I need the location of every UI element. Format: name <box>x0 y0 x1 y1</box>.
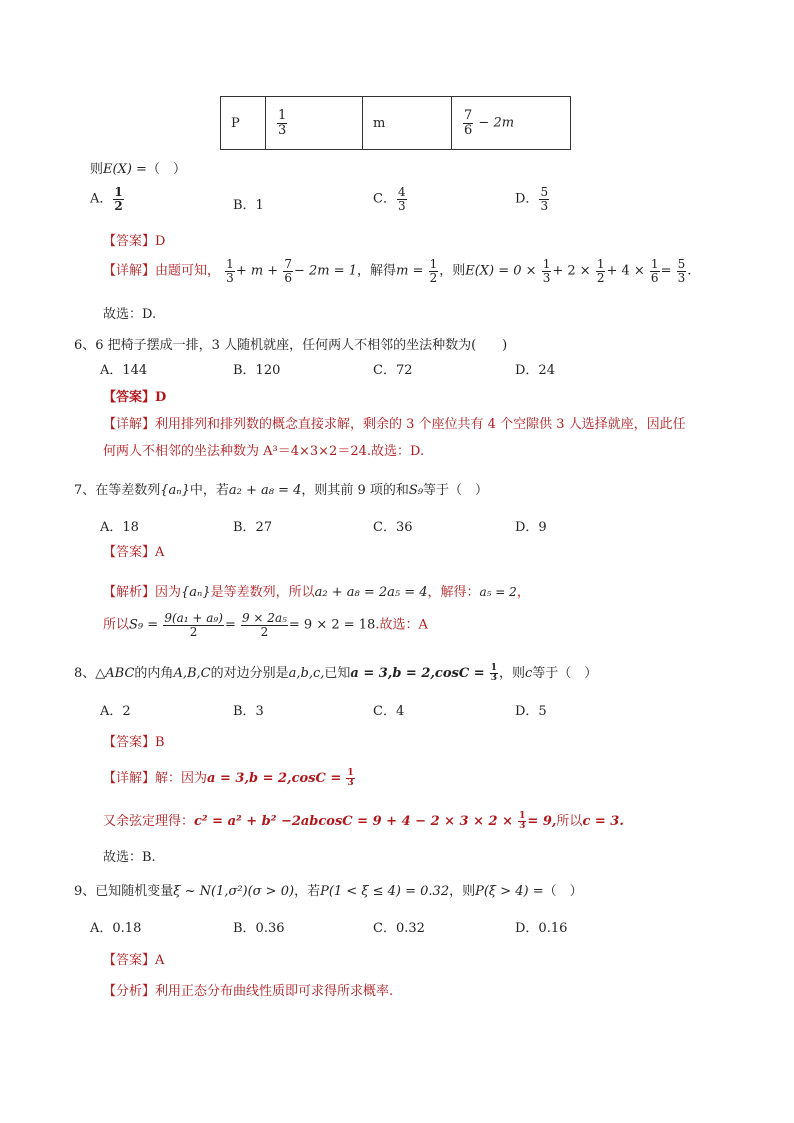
table-cell: $\frac{1}{3}$ <box>266 97 363 150</box>
q6-option-d: D．24 <box>515 363 555 378</box>
q9-answer: 【答案】A <box>103 953 165 968</box>
q7-analysis: 【解析】因为{aₙ}是等差数列，所以a₂ + a₈ = 2a₅ = 4，解得：a₅ = 2， <box>103 585 530 600</box>
q7-option-a: A．18 <box>100 520 139 535</box>
probability-table <box>220 96 571 150</box>
q5-detail: 【详解】由题可知， $\frac{1}{3}$ + m + $\frac{7}{6}$ − 2m = 1，解得m = $\frac{1}{2}$ ，则E(X) = 0 × $\frac{1}{3}$ + 2 × $\frac{1}{2}$ + 4 × $\frac{1}{6}$ = $\frac{5}{3}$ . <box>103 257 692 285</box>
q7-answer: 【答案】A <box>103 545 165 560</box>
q9-analysis: 【分析】利用正态分布曲线性质即可求得所求概率. <box>103 984 394 999</box>
q5-option-b: B．1 <box>233 198 264 213</box>
q9-stem: 9、已知随机变量ξ ~ N(1,σ²)(σ > 0)，若P(1 < ξ ≤ 4) = 0.32，则P(ξ > 4) =（ ） <box>74 884 583 899</box>
q8-option-c: C．4 <box>373 704 405 719</box>
q5-option-a: A． $\frac{1}{2}$ <box>90 185 123 213</box>
q8-option-a: A．2 <box>100 704 131 719</box>
q6-option-c: C．72 <box>373 363 413 378</box>
q6-option-b: B．120 <box>233 363 281 378</box>
q6-detail-line2: 何两人不相邻的坐法种数为 A³＝4×3×2＝24.故选：D. <box>103 444 425 459</box>
q7-stem: 7、在等差数列{aₙ}中，若a₂ + a₈ = 4，则其前 9 项的和S₉等于（ ） <box>74 483 489 498</box>
q7-analysis-line2: 所以S₉ = $\frac{\text{9(a₁ + a₉)}}{2}$ = $\frac{\text{9 × 2a₅}}{2}$ = 9 × 2 = 18.故选：A <box>103 611 428 639</box>
q8-option-d: D．5 <box>515 704 547 719</box>
q8-option-b: B．3 <box>233 704 264 719</box>
q5-answer: 【答案】D <box>103 234 166 249</box>
q8-choose: 故选：B. <box>103 850 156 865</box>
table-cell: P <box>221 97 266 150</box>
q7-option-b: B．27 <box>233 520 273 535</box>
q5-option-c: C． $\frac{4}{3}$ <box>373 185 406 213</box>
q5-choose: 故选：D. <box>103 307 157 322</box>
q7-option-c: C．36 <box>373 520 413 535</box>
q8-detail: 【详解】解：因为a = 3,b = 2,cosC = $\frac{1}{3}$ <box>103 767 354 788</box>
table-cell: $\frac{7}{6}$ − 2m <box>452 97 571 150</box>
q5-stem: 则E(X) =（ ） <box>90 162 186 177</box>
q8-stem: 8、△ABC的内角A,B,C的对边分别是a,b,c,已知a = 3,b = 2,cosC = $\frac{1}{3}$ ，则c等于（ ） <box>74 662 598 683</box>
q6-option-a: A．144 <box>100 363 148 378</box>
q6-stem: 6、6 把椅子摆成一排，3 人随机就座，任何两人不相邻的坐法种数为( ) <box>74 338 508 353</box>
q6-answer: 【答案】D <box>103 390 167 405</box>
table-row <box>221 97 571 150</box>
q8-detail-line2: 又余弦定理得：c² = a² + b² −2abcosC = 9 + 4 − 2 × 3 × 2 × $\frac{1}{3}$ = 9,所以c = 3. <box>103 810 624 831</box>
q9-option-c: C．0.32 <box>373 921 425 936</box>
q6-detail-line1: 【详解】利用排列和排列数的概念直接求解，剩余的 3 个座位共有 4 个空隙供 3 人选择就座，因此任 <box>103 417 686 432</box>
q9-option-b: B．0.36 <box>233 921 285 936</box>
q9-option-a: A．0.18 <box>90 921 142 936</box>
q9-option-d: D．0.16 <box>515 921 568 936</box>
q8-answer: 【答案】B <box>103 735 165 750</box>
q7-option-d: D．9 <box>515 520 547 535</box>
table-cell: m <box>363 97 452 150</box>
q5-option-d: D． $\frac{5}{3}$ <box>515 185 549 213</box>
